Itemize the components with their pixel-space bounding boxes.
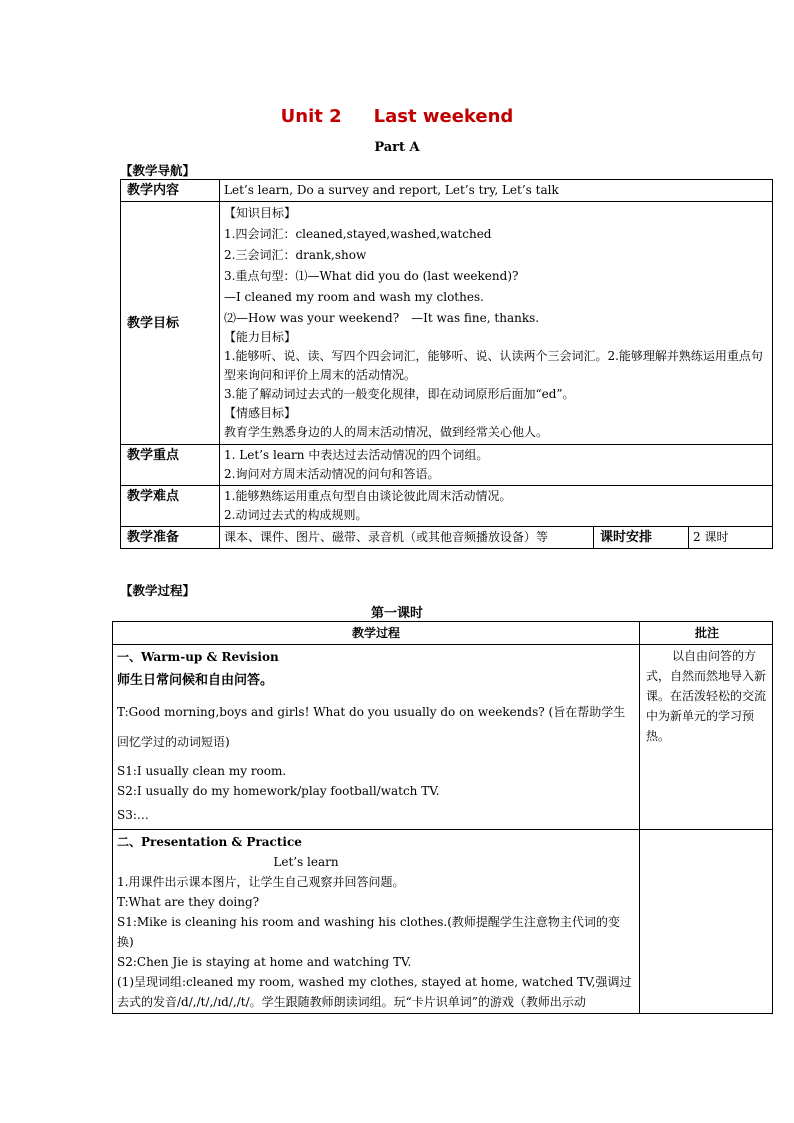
objective-line: 【情感目标】 xyxy=(224,406,297,420)
key-points-label: 教学重点 xyxy=(121,445,220,486)
process-section-label: 【教学过程】 xyxy=(120,583,196,598)
objective-line: —I cleaned my room and wash my clothes. xyxy=(224,290,484,304)
warmup-row xyxy=(113,645,773,830)
presentation-row xyxy=(113,830,773,1014)
process-table xyxy=(112,621,773,1014)
presentation-subheading: Let’s learn xyxy=(273,855,339,869)
preparation-text: 课本、课件、图片、磁带、录音机（或其他音频播放设备）等 xyxy=(220,527,594,549)
key-point-line: 2.询问对方周末活动情况的问句和答语。 xyxy=(224,467,440,481)
presentation-line: 1.用课件出示课本图片，让学生自己观察并回答问题。 xyxy=(117,875,405,889)
warmup-line: T:Good morning,boys and girls! What do you usually do on weekends? (旨在帮助学生回忆学过的动词短语) xyxy=(117,705,626,749)
content-row xyxy=(121,180,773,202)
objective-line: 1.四会词汇：cleaned,stayed,washed,watched xyxy=(224,227,492,241)
objective-line: ⑵—How was your weekend? —It was fine, thanks. xyxy=(224,311,540,325)
presentation-note xyxy=(640,830,773,1014)
content-label: 教学内容 xyxy=(121,180,220,202)
difficulty-line: 1.能够熟练运用重点句型自由谈论彼此周末活动情况。 xyxy=(224,489,512,503)
objective-line: 教育学生熟悉身边的人的周末活动情况，做到经常关心他人。 xyxy=(224,425,549,439)
presentation-cell xyxy=(113,830,640,1014)
key-points-cell xyxy=(220,445,773,486)
preparation-row xyxy=(121,527,773,549)
unit-title: Last weekend xyxy=(373,106,514,127)
process-column-header: 教学过程 xyxy=(113,622,640,645)
objective-line: 【能力目标】 xyxy=(224,330,297,344)
warmup-line: S3:… xyxy=(117,808,149,822)
objectives-label: 教学目标 xyxy=(121,202,220,445)
objectives-row xyxy=(121,202,773,445)
difficulty-line: 2.动词过去式的构成规则。 xyxy=(224,508,368,522)
presentation-heading: 二、Presentation & Practice xyxy=(117,835,302,849)
objective-line: 3.重点句型：⑴—What did you do (last weekend)? xyxy=(224,269,519,283)
part-title: Part A xyxy=(374,140,420,155)
notes-column-header: 批注 xyxy=(640,622,773,645)
process-header-row xyxy=(113,622,773,645)
objective-line: 2.三会词汇：drank,show xyxy=(224,248,367,262)
warmup-subheading: 师生日常问候和自由问答。 xyxy=(117,673,274,688)
warmup-note: 以自由问答的方式，自然而然地导入新课。在活泼轻松的交流中为新单元的学习预热。 xyxy=(640,645,773,830)
presentation-line: (1)呈现词组:cleaned my room, washed my clothes, stayed at home, watched TV,强调过去式的发音/d/,/t/,/ɪd/,/t/。学生跟随教师朗读词组。玩“卡片识单词”的游戏（教师出示动 xyxy=(117,975,632,1009)
difficulties-cell xyxy=(220,486,773,527)
guide-section-label: 【教学导航】 xyxy=(120,163,196,178)
content-text: Let’s learn, Do a survey and report, Let’s try, Let’s talk xyxy=(220,180,773,202)
schedule-label: 课时安排 xyxy=(594,527,689,549)
presentation-line: S2:Chen Jie is staying at home and watching TV. xyxy=(117,955,412,969)
objectives-cell xyxy=(220,202,773,445)
objective-line: 3.能了解动词过去式的一般变化规律，即在动词原形后面加“ed”。 xyxy=(224,387,575,401)
objective-line: 1.能够听、说、读、写四个四会词汇，能够听、说、认读两个三会词汇。2.能够理解并熟练运用重点句型来询问和评价上周末的活动情况。 xyxy=(224,349,763,382)
presentation-line: T:What are they doing? xyxy=(117,895,260,909)
preparation-label: 教学准备 xyxy=(121,527,220,549)
warmup-cell xyxy=(113,645,640,830)
warmup-line: S2:I usually do my homework/play football/watch TV. xyxy=(117,784,440,798)
key-point-line: 1. Let’s learn 中表达过去活动情况的四个词组。 xyxy=(224,448,489,462)
key-points-row xyxy=(121,445,773,486)
unit-number: Unit 2 xyxy=(280,106,342,127)
page-title xyxy=(0,106,794,127)
lesson-title: 第一课时 xyxy=(370,606,423,621)
schedule-value: 2 课时 xyxy=(689,527,773,549)
presentation-line: S1:Mike is cleaning his room and washing his clothes.(教师提醒学生注意物主代词的变换) xyxy=(117,915,620,949)
difficulties-label: 教学难点 xyxy=(121,486,220,527)
objective-line: 【知识目标】 xyxy=(224,206,297,220)
guide-table xyxy=(120,179,773,549)
warmup-heading: 一、Warm-up & Revision xyxy=(117,650,279,664)
difficulties-row xyxy=(121,486,773,527)
warmup-line: S1:I usually clean my room. xyxy=(117,764,287,778)
